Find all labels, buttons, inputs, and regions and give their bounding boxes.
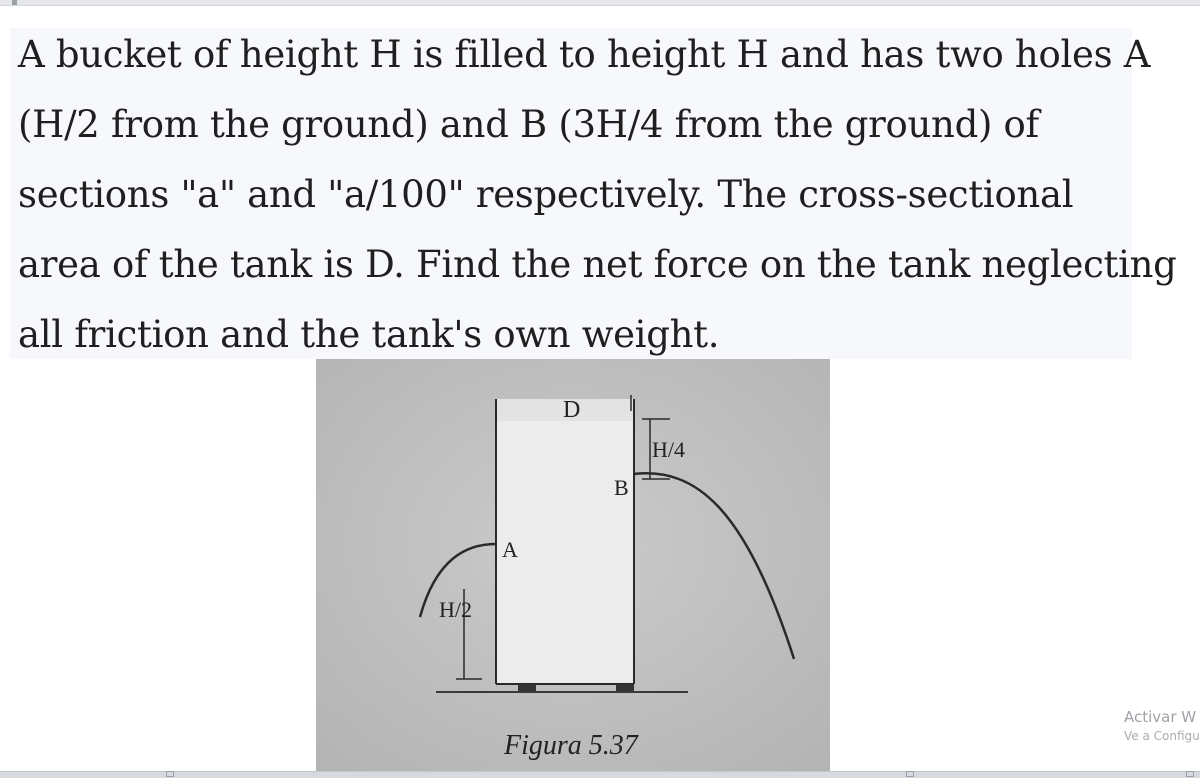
tank-figure (316, 359, 830, 771)
label-b: B (614, 475, 629, 500)
question-line-4: area of the tank is D. Find the net force on the tank neglecting (18, 243, 1177, 286)
activation-watermark-subtitle: Ve a Configu (1124, 729, 1200, 743)
label-h2: H/2 (439, 597, 472, 622)
bottom-mark-2-icon (906, 771, 914, 777)
question-line-1: A bucket of height H is filled to height H and has two holes A (18, 33, 1151, 76)
bottom-mark-3-icon (1186, 771, 1194, 777)
question-line-5: all friction and the tank's own weight. (18, 313, 720, 356)
wheel-right-icon (616, 684, 634, 692)
label-h4: H/4 (652, 437, 685, 462)
top-toolbar-edge (0, 0, 1200, 6)
question-line-3: sections "a" and "a/100" respectively. The cross-sectional (18, 173, 1074, 216)
figure-caption: Figura 5.37 (504, 730, 638, 761)
tank-diagram (316, 359, 830, 771)
bottom-mark-1-icon (166, 771, 174, 777)
window-corner-mark (12, 0, 17, 5)
wheel-left-icon (518, 684, 536, 692)
label-d: D (563, 397, 581, 423)
activation-watermark-title: Activar W (1124, 708, 1197, 726)
label-a: A (502, 537, 518, 562)
question-line-2: (H/2 from the ground) and B (3H/4 from the ground) of (18, 103, 1039, 146)
